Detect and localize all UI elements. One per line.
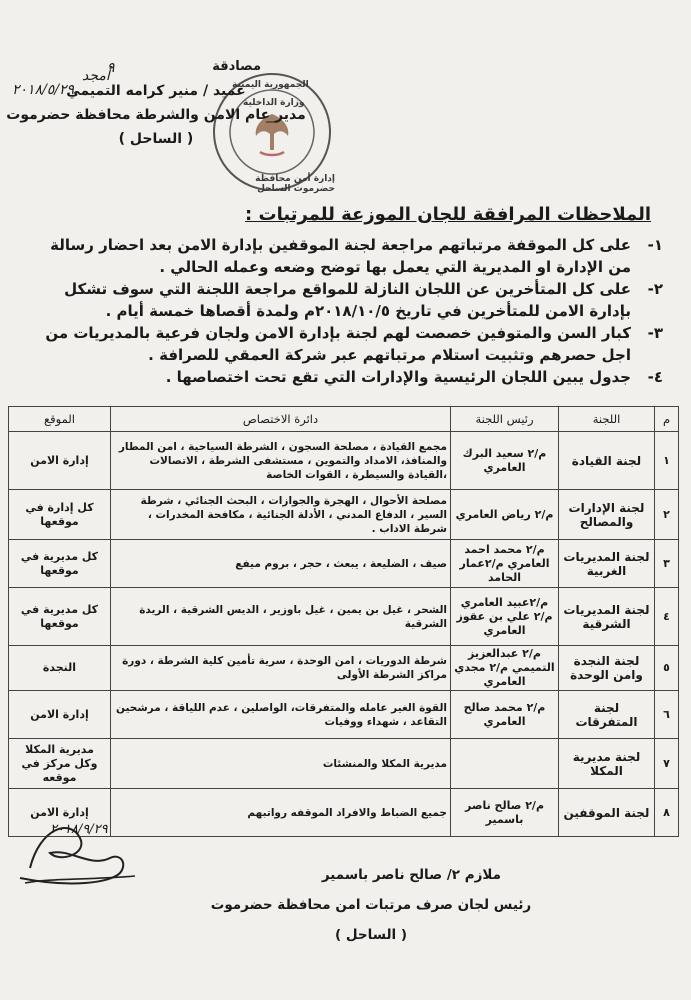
cell-scope: القوة الغير عامله والمتفرقات، الواصلين ، عدم اللياقة ، مرشحين التقاعد ، شهداء ووفيات: [111, 691, 451, 739]
signatory-name: ملازم ٢/ صالح ناصر باسمير: [321, 867, 501, 883]
note-text: جدول يبين اللجان الرئيسية والإدارات التي تقع تحت اختصاصها .: [165, 368, 631, 386]
cell-committee: لجنة القيادة: [559, 432, 655, 490]
notes-list: [23, 234, 663, 388]
cell-scope: الشحر ، غيل بن يمين ، غيل باوزير ، الديس الشرقية ، الريدة الشرقية: [111, 588, 451, 646]
committees-table: [8, 406, 679, 837]
cell-no: ٦: [655, 691, 679, 739]
cell-scope: مجمع القيادة ، مصلحة السجون ، الشرطة السياحية ، امن المطار والمنافذ، الامداد والتموين ، مستشفى الشرطة ، الاتصالات ،القيادة والسيطرة ، القوات الخاصة: [111, 432, 451, 490]
cell-location: مديرية المكلا وكل مركز في موقعه: [9, 739, 111, 789]
header-scope: دائرة الاختصاص: [111, 407, 451, 432]
cell-committee: لجنة الإدارات والمصالح: [559, 490, 655, 540]
note-number: ٤-: [647, 368, 663, 386]
cell-no: ٢: [655, 490, 679, 540]
cell-head: م/٢ رياض العامري: [451, 490, 559, 540]
cell-committee: لجنة النجدة وامن الوحدة: [559, 646, 655, 691]
seal-text-top: الجمهورية اليمنية: [232, 80, 309, 90]
cell-location: كل مديرية في موقعها: [9, 588, 111, 646]
approval-name: عميد / منير كرامه التميمي: [66, 83, 246, 99]
approval-label: مصادقة: [212, 59, 261, 74]
note-text: على كل المتأخرين عن اللجان النازلة للمواقع مراجعة اللجنة التي سوف تشكل بإدارة الامن للمتأخرين في تاريخ ٢٠١٨/١٠/٥م ولمدة أقصاها خمسة أيام .: [64, 280, 631, 320]
approval-block: [0, 55, 321, 151]
cell-location: إدارة الامن: [9, 789, 111, 837]
cell-no: ١: [655, 432, 679, 490]
signature-block: [91, 860, 651, 950]
note-text: كبار السن والمتوفين خصصت لهم لجنة بإدارة الامن ولجان فرعية بالمديريات من اجل حصرهم وتثبيت استلام مرتباتهم عبر شركة العمقي للصرافة .: [45, 324, 631, 364]
table-row: [9, 691, 679, 739]
header-no: م: [655, 407, 679, 432]
signatory-title: رئيس لجان صرف مرتبات امن محافظة حضرموت: [210, 897, 532, 913]
note-number: ١-: [647, 236, 663, 254]
table-header-row: [9, 407, 679, 432]
approval-title: مدير عام الامن والشرطة محافظة حضرموت: [6, 107, 306, 123]
approval-region: ( الساحل ): [118, 131, 194, 147]
header-committee: اللجنة: [559, 407, 655, 432]
cell-no: ٥: [655, 646, 679, 691]
header-head: رئيس اللجنة: [451, 407, 559, 432]
cell-location: كل مديرية في موقعها: [9, 540, 111, 588]
cell-head: م/٢ سعيد البرك العامري: [451, 432, 559, 490]
table-row: [9, 646, 679, 691]
cell-scope: صيف ، الضليعة ، يبعث ، حجر ، بروم ميفع: [111, 540, 451, 588]
note-text: على كل الموقفة مرتباتهم مراجعة لجنة الموقفين بإدارة الامن بعد احضار رسالة من الإدارة او المديرية التي يعمل بها توضح وضعه وعمله الحالي .: [50, 236, 631, 276]
page-title: الملاحظات المرافقة للجان الموزعة للمرتبات :: [245, 204, 651, 225]
note-item: [23, 278, 663, 322]
table-row: [9, 432, 679, 490]
cell-location: النجدة: [9, 646, 111, 691]
cell-committee: لجنة المتفرقات: [559, 691, 655, 739]
table-row: [9, 588, 679, 646]
cell-head: م/٢ محمد احمد العامري م/٢عمار الحامد: [451, 540, 559, 588]
note-number: ٢-: [647, 280, 663, 298]
cell-committee: لجنة المديريات الغربية: [559, 540, 655, 588]
cell-location: إدارة الامن: [9, 432, 111, 490]
note-item: [23, 322, 663, 366]
cell-no: ٨: [655, 789, 679, 837]
seal-text-inner: وزارة الداخلية: [243, 98, 305, 108]
cell-no: ٧: [655, 739, 679, 789]
cell-head: [451, 739, 559, 789]
handwritten-signature-word: أمجد: [82, 68, 110, 84]
note-item: [23, 234, 663, 278]
table-row: [9, 540, 679, 588]
note-number: ٣-: [647, 324, 663, 342]
cell-scope: شرطة الدوريات ، امن الوحدة ، سرية تأمين كلية الشرطة ، دورة مراكز الشرطة الأولى: [111, 646, 451, 691]
cell-no: ٤: [655, 588, 679, 646]
header-location: الموقع: [9, 407, 111, 432]
cell-scope: جميع الضباط والافراد الموقفه رواتبهم: [111, 789, 451, 837]
table-row: [9, 739, 679, 789]
cell-head: م/٢ عبدالعزيز التميمي م/٢ مجدي العامري: [451, 646, 559, 691]
cell-scope: مديرية المكلا والمنشئات: [111, 739, 451, 789]
cell-location: كل إدارة في موقعها: [9, 490, 111, 540]
signatory-region: ( الساحل ): [334, 927, 408, 943]
cell-committee: لجنة مديرية المكلا: [559, 739, 655, 789]
cell-committee: لجنة المديريات الشرقية: [559, 588, 655, 646]
table-row: [9, 490, 679, 540]
handwritten-date-value: ٢٠١٨/٥/٢٩: [12, 82, 75, 98]
cell-committee: لجنة الموقفين: [559, 789, 655, 837]
seal-text-bottom: إدارة أمن محافظة حضرموت الساحل: [255, 174, 335, 194]
cell-no: ٣: [655, 540, 679, 588]
cell-head: م/٢ صالح ناصر باسمير: [451, 789, 559, 837]
cell-scope: مصلحة الأحوال ، الهجرة والجوازات ، البحث الجنائي ، شرطة السير ، الدفاع المدني ، الأدلة الجنائية ، مكافحة المخدرات ، شرطة الاداب .: [111, 490, 451, 540]
handwritten-sig-date: ٢٠١٨/٩/٢٩: [50, 822, 108, 837]
cell-head: م/٢عبيد العامري م/٢ علي بن عقوز العامري: [451, 588, 559, 646]
note-item: [23, 366, 663, 388]
cell-head: م/٢ محمد صالح العامري: [451, 691, 559, 739]
handwritten-date-day: ٩: [107, 60, 115, 76]
cell-location: إدارة الامن: [9, 691, 111, 739]
